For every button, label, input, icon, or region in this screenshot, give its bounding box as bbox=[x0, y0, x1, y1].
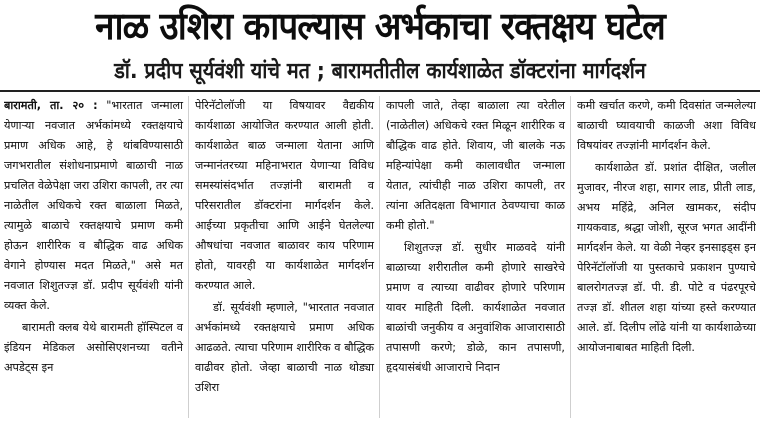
article-body bbox=[4, 96, 756, 418]
article-column-4 bbox=[577, 96, 756, 418]
paragraph-text: "भारतात जन्माला येणाऱ्या नवजात अर्भकांमध्ये रक्तक्षयाचे प्रमाण अधिक आहे, हे थांबविण्यासाठी जगभरातील संशोधनाप्रमाणे बाळाची नाळ प्रचलित वेळेपेक्षा जरा उशिरा कापली, तर त्या नाळेतील अधिकचे रक्त बाळाला मिळते, त्यामुळे बाळाचे रक्तक्षयाचे प्रमाण कमी होऊन शारीरिक व बौद्धिक वाढ अधिक वेगाने होण्यास मदत मिळते," असे मत नवजात शिशुतज्ज्ञ डॉ. प्रदीप सूर्यवंशी यांनी व्यक्त केले. bbox=[4, 99, 184, 312]
article-paragraph: शिशुतज्ज्ञ डॉ. सुधीर माळवदे यांनी बाळाच्या शरीरातील कमी होणारे साखरेचे प्रमाण व त्याच्या वाढीवर होणारे परिणाम यावर माहिती दिली. कार्यशाळेत नवजात बाळांची जनुकीय व अनुवांशिक आजारासाठी तपासणी करणे; डोळे, कान तपासणी, हृदयासंबंधी आजाराचे निदान bbox=[386, 241, 565, 374]
article-paragraph: कमी खर्चात करणे, कमी दिवसांत जन्मलेल्या बाळाची घ्यावयाची काळजी अशा विविध विषयांवर तज्ज्ञांनी मार्गदर्शन केले. bbox=[577, 99, 756, 152]
article-paragraph: बारामती क्लब येथे बारामती हॉस्पिटल व इंडियन मेडिकल असोसिएशनच्या वतीने अपडेट्स इन bbox=[4, 321, 183, 374]
dateline: बारामती, ता. २० : bbox=[4, 99, 98, 112]
article-paragraph: कापली जाते, तेव्हा बाळाला त्या वरेतील (नाळेतील) अधिकचे रक्त मिळून शारीरिक व बौद्धिक वाढ होते. शिवाय, जी बालके नऊ महिन्यांपेक्षा कमी कालावधीत जन्माला येतात, त्यांचीही नाळ उशिरा कापली, तर त्यांना अतिदक्षता विभागात ठेवण्याचा काळ कमी होतो." bbox=[386, 99, 565, 232]
article-paragraph: डॉ. सूर्यवंशी म्हणाले, "भारतात नवजात अर्भकांमध्ये रक्तक्षयाचे प्रमाण अधिक आढळते. त्याचा परिणाम शारीरिक व बौद्धिक वाढीवर होतो. जेव्हा बाळाची नाळ थोड्या उशिरा bbox=[195, 301, 374, 394]
headline: नाळ उशिरा कापल्यास अर्भकाचा रक्तक्षय घटेल bbox=[95, 4, 665, 48]
article-paragraph: पेरिनॅटोलॉजी या विषयावर वैद्यकीय कार्यशाळा आयोजित करण्यात आली होती. कार्यशाळेत बाळ जन्माला येताना आणि जन्मानंतरच्या महिनाभरात येणाऱ्या विविध समस्यांसंदर्भात तज्ज्ञांनी बारामती व परिसरातील डॉक्टरांना मार्गदर्शन केले. आईच्या प्रकृतीचा आणि आईने घेतलेल्या औषधांचा नवजात बाळावर काय परिणाम होतो, यावरही या कार्यशाळेत मार्गदर्शन करण्यात आले. bbox=[195, 99, 374, 292]
article-paragraph bbox=[4, 96, 183, 316]
article-column-1 bbox=[4, 96, 189, 418]
headline-rule bbox=[0, 90, 760, 92]
article-column-2 bbox=[195, 96, 380, 418]
article-paragraph: कार्यशाळेत डॉ. प्रशांत दीक्षित, जलील मुजावर, नीरज शहा, सागर लाड, प्रीती लाड, अभय महिंद्रे, अनिल खामकर, संदीप गायकवाड, श्रद्धा जोशी, सूरज भगत आदींनी मार्गदर्शन केले. या वेळी नेव्हर इनसाइड्स इन पेरिनॅटॉलॉजी या पुस्तकाचे प्रकाशन पुण्याचे बालरोगतज्ज्ञ डॉ. पी. डी. पोटे व पंढरपूरचे तज्ज्ञ डॉ. शीतल शहा यांच्या हस्ते करण्यात आले. डॉ. दिलीप लोंढे यांनी या कार्यशाळेच्या आयोजनाबाबत माहिती दिली. bbox=[577, 161, 756, 354]
subheadline: डॉ. प्रदीप सूर्यवंशी यांचे मत ; बारामतीतील कार्यशाळेत डॉक्टरांना मार्गदर्शन bbox=[114, 59, 646, 84]
article-column-3 bbox=[386, 96, 571, 418]
